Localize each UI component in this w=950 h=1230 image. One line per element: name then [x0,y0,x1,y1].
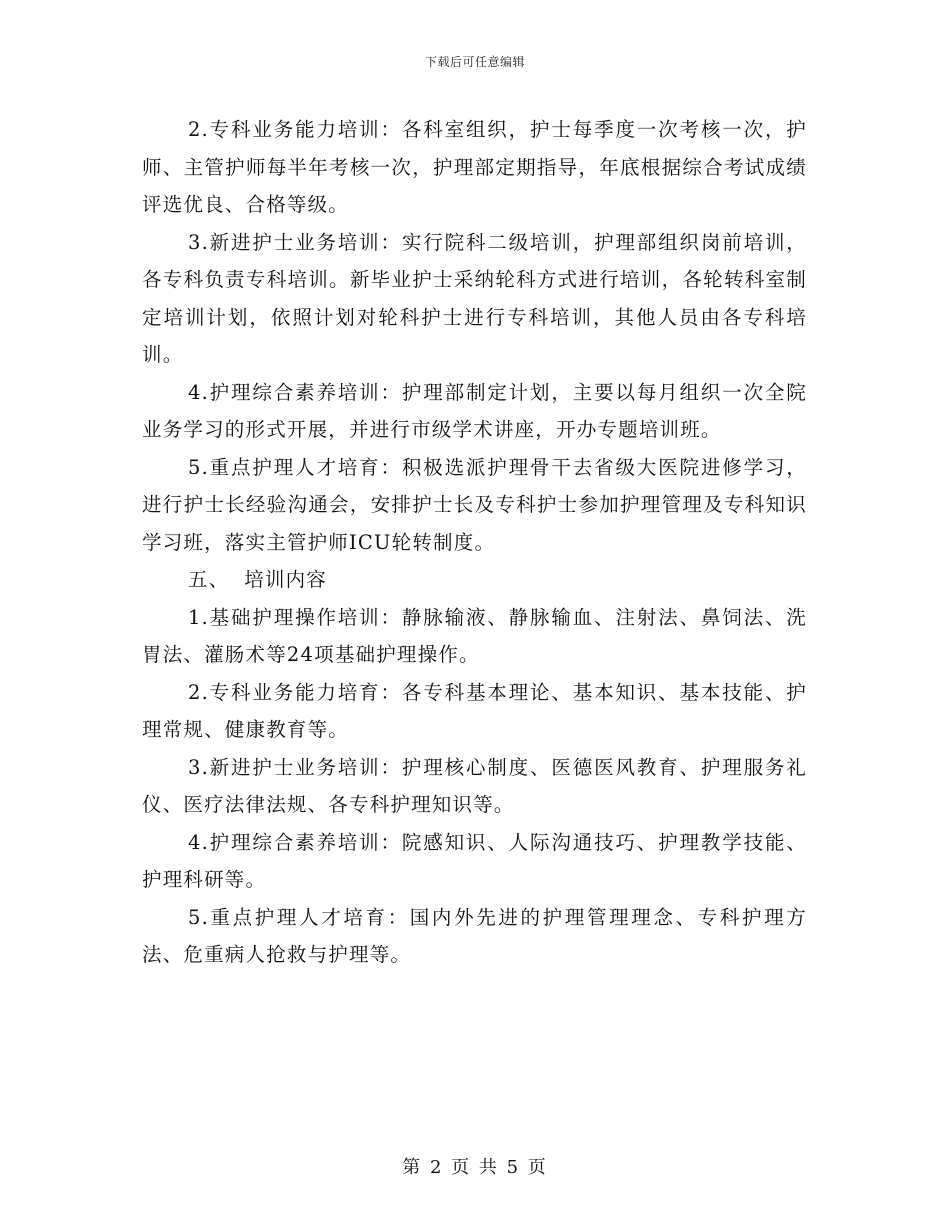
paragraph-specialty-training: 2.专科业务能力培训：各科室组织，护士每季度一次考核一次，护师、主管护师每半年考核一次，护理部定期指导，年底根据综合考试成绩评选优良、合格等级。 [142,118,807,216]
paragraph-new-nurse-content: 3.新进护士业务培训：护理核心制度、医德医风教育、护理服务礼仪、医疗法律法规、各专科护理知识等。 [142,755,807,816]
paragraph-specialty-cultivation: 2.专科业务能力培育：各专科基本理论、基本知识、基本技能、护理常规、健康教育等。 [142,680,807,741]
paragraph-comprehensive-training: 4.护理综合素养培训：护理部制定计划，主要以每月组织一次全院业务学习的形式开展，并进行市级学术讲座，开办专题培训班。 [142,380,807,441]
paragraph-comprehensive-content: 4.护理综合素养培训：院感知识、人际沟通技巧、护理教学技能、护理科研等。 [142,830,807,891]
paragraph-key-talent-cultivation: 5.重点护理人才培育：积极选派护理骨干去省级大医院进修学习，进行护士长经验沟通会，安排护士长及专科护士参加护理管理及专科知识学习班，落实主管护师ICU轮转制度。 [142,455,807,554]
page-header-note: 下载后可任意编辑 [424,55,525,69]
document-body [142,111,807,974]
paragraph-new-nurse-training: 3.新进护士业务培训：实行院科二级培训，护理部组织岗前培训，各专科负责专科培训。新毕业护士采纳轮科方式进行培训，各轮转科室制定培训计划，依照计划对轮科护士进行专科培训，其他人员由各专科培训。 [142,230,807,366]
section-heading-training-content: 五、 培训内容 [188,568,327,591]
paragraph-basic-operation-training: 1.基础护理操作培训：静脉输液、静脉输血、注射法、鼻饲法、洗胃法、灌肠术等24项基础护理操作。 [142,605,807,666]
page-number: 第 2 页 共 5 页 [402,1157,548,1178]
paragraph-key-talent-content: 5.重点护理人才培育：国内外先进的护理管理理念、专科护理方法、危重病人抢救与护理等。 [142,905,807,966]
